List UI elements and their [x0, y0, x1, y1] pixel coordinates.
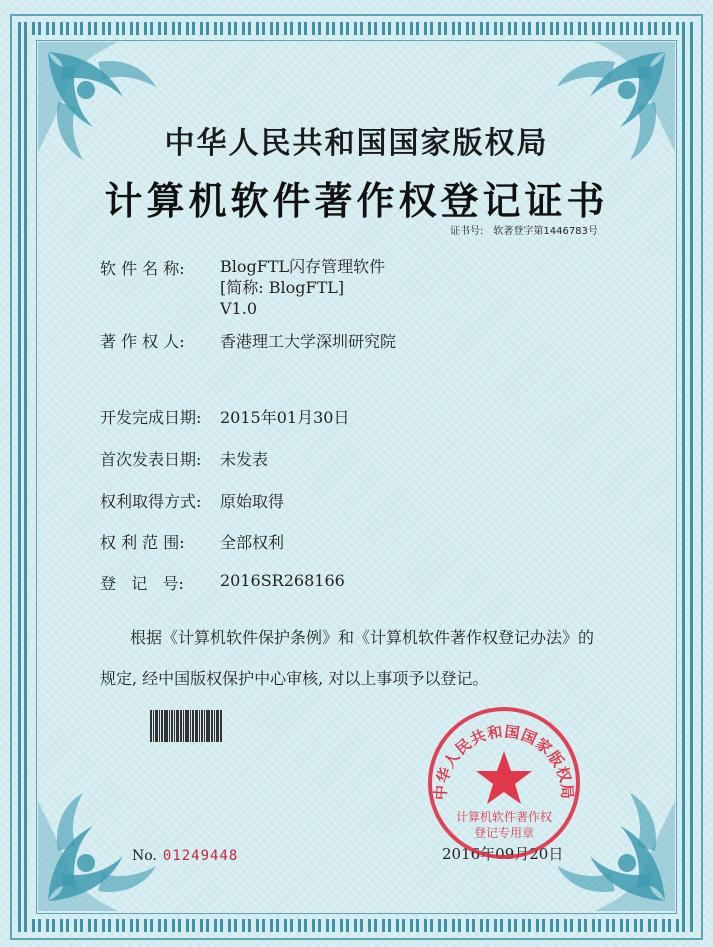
registration-number-value: 2016SR268166 — [220, 571, 345, 590]
software-name-value-block — [220, 256, 385, 319]
acquire-method-label: 权利取得方式: — [100, 492, 202, 511]
serial-number-label: No. — [132, 848, 157, 864]
field-software-name — [100, 256, 385, 319]
field-publish-date — [100, 447, 268, 470]
software-name-label: 软 件 名 称: — [100, 259, 185, 278]
dev-date-value: 2015年01月30日 — [220, 408, 350, 427]
acquire-method-value: 原始取得 — [220, 492, 285, 511]
official-seal — [424, 703, 584, 863]
corner-ornament-bottom-left — [38, 781, 168, 911]
seal-inner-line-1: 计算机软件著作权 — [455, 810, 553, 824]
field-owner — [100, 329, 396, 352]
software-short-name-value: [简称: BlogFTL] — [220, 278, 345, 297]
issue-date: 2016年09月20日 — [442, 845, 564, 863]
certificate-number-label: 证书号: — [450, 226, 484, 237]
field-dev-date — [100, 405, 349, 428]
field-acquire-method — [100, 489, 284, 512]
serial-number — [132, 848, 238, 864]
software-name-value: BlogFTL闪存管理软件 — [220, 257, 386, 276]
seal-star-icon — [476, 751, 532, 804]
certificate-title: 计算机软件著作权登记证书 — [104, 178, 609, 223]
statement-line-2: 规定, 经中国版权保护中心审核, 对以上事项予以登记。 — [100, 669, 489, 688]
statement-line-1: 根据《计算机软件保护条例》和《计算机软件著作权登记办法》的 — [130, 628, 595, 647]
owner-label: 著 作 权 人: — [100, 332, 185, 351]
registration-number-label: 登 记 号: — [100, 574, 184, 593]
publish-date-value: 未发表 — [220, 450, 269, 469]
dev-date-label: 开发完成日期: — [100, 408, 202, 427]
rights-scope-value: 全部权利 — [220, 533, 285, 552]
publish-date-label: 首次发表日期: — [100, 450, 202, 469]
rights-scope-label: 权 利 范 围: — [100, 533, 185, 552]
software-version-value: V1.0 — [220, 299, 257, 318]
barcode — [150, 710, 230, 742]
owner-value: 香港理工大学深圳研究院 — [220, 332, 397, 351]
certificate-number-value: 软著登字第1446783号 — [493, 226, 598, 237]
field-rights-scope — [100, 530, 284, 553]
serial-number-value: 01249448 — [162, 848, 239, 864]
certificate-number — [450, 222, 598, 237]
seal-outer-text-path: 中华人民共和国国家版权局 — [431, 722, 577, 801]
seal-inner-line-2: 登记专用章 — [473, 826, 535, 840]
field-registration-number — [100, 571, 345, 594]
issuer-title: 中华人民共和国国家版权局 — [164, 126, 549, 161]
